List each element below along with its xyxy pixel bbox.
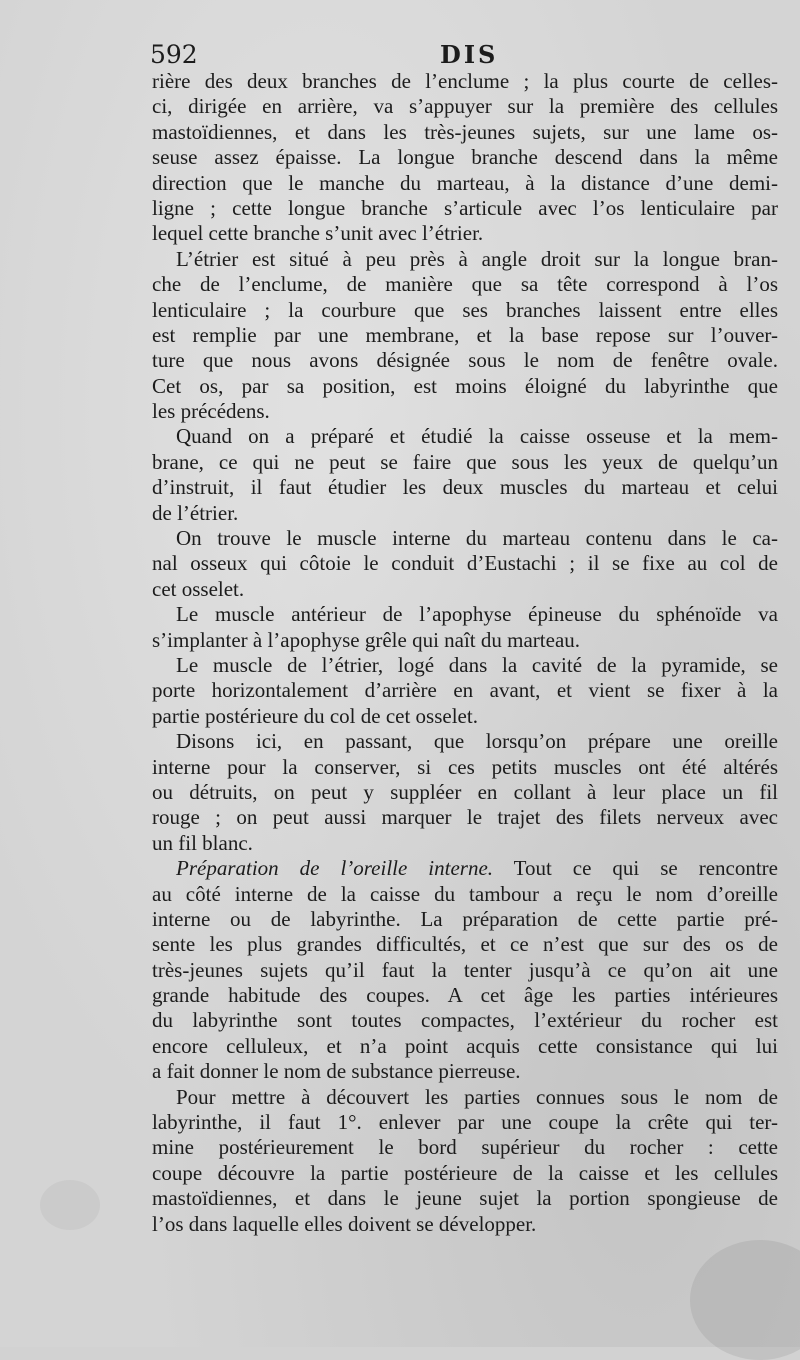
- line-text: On trouve le muscle interne du marteau contenu dans le ca-: [176, 526, 778, 551]
- text-line: [152, 1008, 778, 1033]
- line-text: ou détruits, on peut y suppléer en collant à leur place un fil: [152, 779, 778, 804]
- line-text: Cet os, par sa position, est moins éloigné du labyrinthe que: [152, 373, 778, 398]
- text-line: [152, 1059, 778, 1084]
- paragraph: [152, 653, 778, 729]
- text-line: [152, 348, 778, 373]
- text-line: [152, 831, 778, 856]
- text-line: [152, 272, 778, 297]
- paragraph: [152, 69, 778, 247]
- text-line: [152, 145, 778, 170]
- text-line: [152, 704, 778, 729]
- line-text: direction que le manche du marteau, à la distance d’une demi-: [152, 170, 778, 195]
- line-text: lequel cette branche s’unit avec l’étrier.: [152, 221, 484, 246]
- line-text: sente les plus grandes difficultés, et ce n’est que sur des os de: [152, 932, 778, 957]
- line-text: labyrinthe, il faut 1°. enlever par une coupe la crête qui ter-: [152, 1110, 778, 1135]
- line-text: Quand on a préparé et étudié la caisse osseuse et la mem-: [176, 424, 778, 449]
- line-text: au côté interne de la caisse du tambour a reçu le nom d’oreille: [152, 881, 778, 906]
- text-line: [152, 298, 778, 323]
- paragraph: [152, 602, 778, 653]
- line-text: ligne ; cette longue branche s’articule avec l’os lenticulaire par: [152, 195, 778, 220]
- text-line: [152, 653, 778, 678]
- text-line: [152, 983, 778, 1008]
- line-text: d’instruit, il faut étudier les deux muscles du marteau et celui: [152, 475, 778, 500]
- line-text: interne ou de labyrinthe. La préparation de cette partie pré-: [152, 906, 778, 931]
- paper-stain: [40, 1180, 100, 1230]
- text-line: [152, 450, 778, 475]
- line-text: mastoïdiennes, et dans les très-jeunes sujets, sur une lame os-: [152, 119, 778, 144]
- line-text: encore celluleux, et n’a point acquis cette consistance qui lui: [152, 1033, 778, 1058]
- line-text: Le muscle antérieur de l’apophyse épineuse du sphénoïde va: [176, 602, 778, 627]
- line-text: très-jeunes sujets qu’il faut la tenter jusqu’à ce qu’on ait une: [152, 957, 778, 982]
- text-line: [152, 94, 778, 119]
- line-text: nal osseux qui côtoie le conduit d’Eustachi ; il se fixe au col de: [152, 551, 778, 576]
- section-heading: Préparation de l’oreille interne.: [176, 856, 494, 881]
- text-line: [152, 171, 778, 196]
- text-line: [152, 221, 778, 246]
- text-line: [152, 69, 778, 94]
- line-text: ci, dirigée en arrière, va s’appuyer sur la première des cellules: [152, 94, 778, 119]
- text-line: [152, 1135, 778, 1160]
- page-header: [150, 40, 620, 70]
- text-line: [152, 602, 778, 627]
- line-text: s’implanter à l’apophyse grêle qui naît du marteau.: [152, 627, 581, 652]
- running-head: DIS: [440, 40, 499, 69]
- paragraph: [152, 856, 778, 1085]
- text-line: [152, 577, 778, 602]
- line-text: partie postérieure du col de cet osselet.: [152, 703, 478, 728]
- text-line: [152, 882, 778, 907]
- paper-stain: [690, 1240, 800, 1360]
- line-text: cet osselet.: [152, 576, 245, 601]
- text-line: [152, 805, 778, 830]
- text-line: [152, 120, 778, 145]
- text-line: [152, 1212, 778, 1237]
- line-text: porte horizontalement d’arrière en avant, et vient se fixer à la: [152, 678, 778, 703]
- page-number: 592: [150, 40, 198, 69]
- text-line: [152, 907, 778, 932]
- line-text: lenticulaire ; la courbure que ses branches laissent entre elles: [152, 297, 778, 322]
- text-line: [152, 323, 778, 348]
- line-text: ture que nous avons désignée sous le nom de fenêtre ovale.: [152, 348, 778, 373]
- text-line: [152, 501, 778, 526]
- line-text: mine postérieurement le bord supérieur du rocher : cette: [152, 1135, 778, 1160]
- paragraph: [152, 729, 778, 856]
- text-line: [152, 780, 778, 805]
- text-line: [152, 1085, 778, 1110]
- text-line: [152, 628, 778, 653]
- text-line: [152, 551, 778, 576]
- text-line: [152, 729, 778, 754]
- paragraph: [152, 526, 778, 602]
- text-line: [152, 1161, 778, 1186]
- line-text: coupe découvre la partie postérieure de la caisse et les cellules: [152, 1160, 778, 1185]
- line-text: che de l’enclume, de manière que sa tête correspond à l’os: [152, 272, 778, 297]
- line-text: est remplie par une membrane, et la base repose sur l’ouver-: [152, 322, 778, 347]
- line-text: un fil blanc.: [152, 830, 253, 855]
- text-line: [152, 1186, 778, 1211]
- line-text: mastoïdiennes, et dans le jeune sujet la portion spongieuse de: [152, 1186, 778, 1211]
- text-line: [152, 399, 778, 424]
- line-text: grande habitude des coupes. A cet âge les parties intérieures: [152, 983, 778, 1008]
- line-text: L’étrier est situé à peu près à angle droit sur la longue bran-: [176, 246, 778, 271]
- text-line: [152, 1034, 778, 1059]
- line-text: Pour mettre à découvert les parties connues sous le nom de: [176, 1084, 778, 1109]
- line-text: les précédens.: [152, 399, 270, 424]
- line-text: rouge ; on peut aussi marquer le trajet des filets nerveux avec: [152, 805, 778, 830]
- text-line: [152, 424, 778, 449]
- text-line: [152, 475, 778, 500]
- text-line: [152, 247, 778, 272]
- text-line: [152, 196, 778, 221]
- line-text: Tout ce qui se rencontre: [493, 856, 778, 881]
- line-text: Le muscle de l’étrier, logé dans la cavité de la pyramide, se: [176, 652, 778, 677]
- text-line: [152, 678, 778, 703]
- text-line: [152, 1110, 778, 1135]
- line-text: de l’étrier.: [152, 500, 239, 525]
- body-text: [152, 69, 778, 1237]
- text-line: [152, 958, 778, 983]
- line-text: l’os dans laquelle elles doivent se développer.: [152, 1211, 537, 1236]
- paragraph: [152, 1085, 778, 1237]
- paragraph: [152, 247, 778, 425]
- line-text: rière des deux branches de l’enclume ; la plus courte de celles-: [152, 69, 778, 93]
- text-line: [152, 856, 778, 881]
- text-line: [152, 374, 778, 399]
- text-line: [152, 755, 778, 780]
- text-line: [152, 526, 778, 551]
- line-text: Disons ici, en passant, que lorsqu’on prépare une oreille: [176, 729, 778, 754]
- line-text: a fait donner le nom de substance pierreuse.: [152, 1059, 521, 1084]
- paragraph: [152, 424, 778, 526]
- text-line: [152, 932, 778, 957]
- line-text: seuse assez épaisse. La longue branche descend dans la même: [152, 145, 778, 170]
- line-text: du labyrinthe sont toutes compactes, l’extérieur du rocher est: [152, 1008, 778, 1033]
- line-text: brane, ce qui ne peut se faire que sous les yeux de quelqu’un: [152, 449, 778, 474]
- line-text: interne pour la conserver, si ces petits muscles ont été altérés: [152, 754, 778, 779]
